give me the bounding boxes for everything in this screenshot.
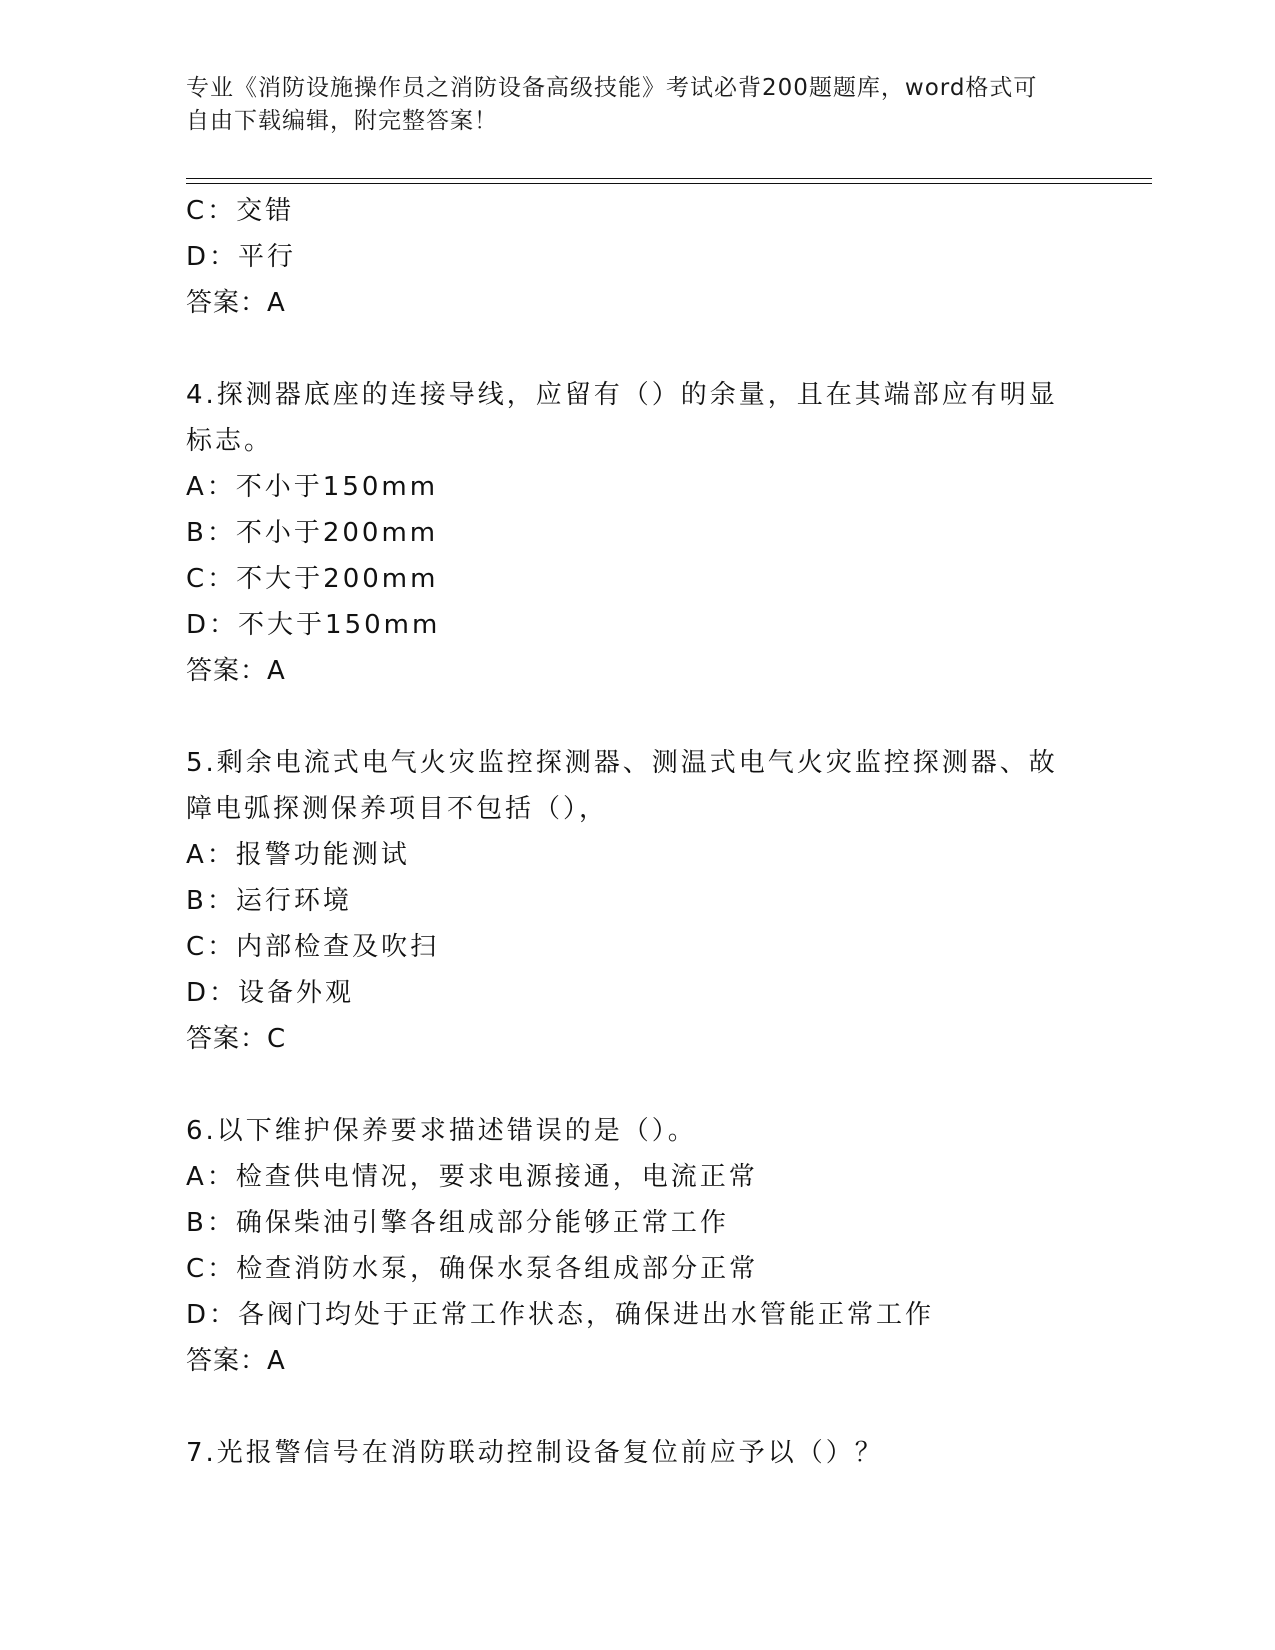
header-line-2: 自由下载编辑，附完整答案！ xyxy=(186,108,498,134)
question-6 xyxy=(186,1108,1126,1384)
answer-line: 答案：A xyxy=(186,656,286,686)
option-a: A：不小于150mm xyxy=(186,472,439,502)
question-text: 5.剩余电流式电气火灾监控探测器、测温式电气火灾监控探测器、故 xyxy=(186,748,1058,778)
option-c: C：不大于200mm xyxy=(186,564,439,594)
option-c: C：内部检查及吹扫 xyxy=(186,932,440,962)
question-text: 障电弧探测保养项目不包括（）， xyxy=(186,794,609,824)
answer-line: 答案：A xyxy=(186,1346,286,1376)
question-7 xyxy=(186,1430,1126,1476)
document-header xyxy=(186,72,1086,138)
option-d: D：不大于150mm xyxy=(186,610,441,640)
question-list xyxy=(186,188,1126,1476)
answer-line: 答案：A xyxy=(186,288,286,318)
question-text: 4.探测器底座的连接导线，应留有（）的余量，且在其端部应有明显 xyxy=(186,380,1058,410)
option-c: C：交错 xyxy=(186,196,295,226)
question-text: 6.以下维护保养要求描述错误的是（）。 xyxy=(186,1116,697,1146)
header-divider-bottom xyxy=(186,183,1152,184)
question-3-fragment xyxy=(186,188,1126,326)
option-b: B：不小于200mm xyxy=(186,518,439,548)
option-b: B：运行环境 xyxy=(186,886,352,916)
option-d: D：设备外观 xyxy=(186,978,355,1008)
option-a: A：检查供电情况，要求电源接通，电流正常 xyxy=(186,1162,758,1192)
answer-line: 答案：C xyxy=(186,1024,287,1054)
question-text: 7.光报警信号在消防联动控制设备复位前应予以（）？ xyxy=(186,1438,884,1468)
option-d: D：平行 xyxy=(186,242,297,272)
option-c: C：检查消防水泵，确保水泵各组成部分正常 xyxy=(186,1254,759,1284)
option-b: B：确保柴油引擎各组成部分能够正常工作 xyxy=(186,1208,729,1238)
question-text: 标志。 xyxy=(186,426,274,456)
option-a: A：报警功能测试 xyxy=(186,840,410,870)
option-d: D：各阀门均处于正常工作状态，确保进出水管能正常工作 xyxy=(186,1300,935,1330)
question-5 xyxy=(186,740,1126,1062)
header-line-1: 专业《消防设施操作员之消防设备高级技能》考试必背200题题库，word格式可 xyxy=(186,75,1038,101)
question-4 xyxy=(186,372,1126,694)
header-divider-top xyxy=(186,178,1152,179)
